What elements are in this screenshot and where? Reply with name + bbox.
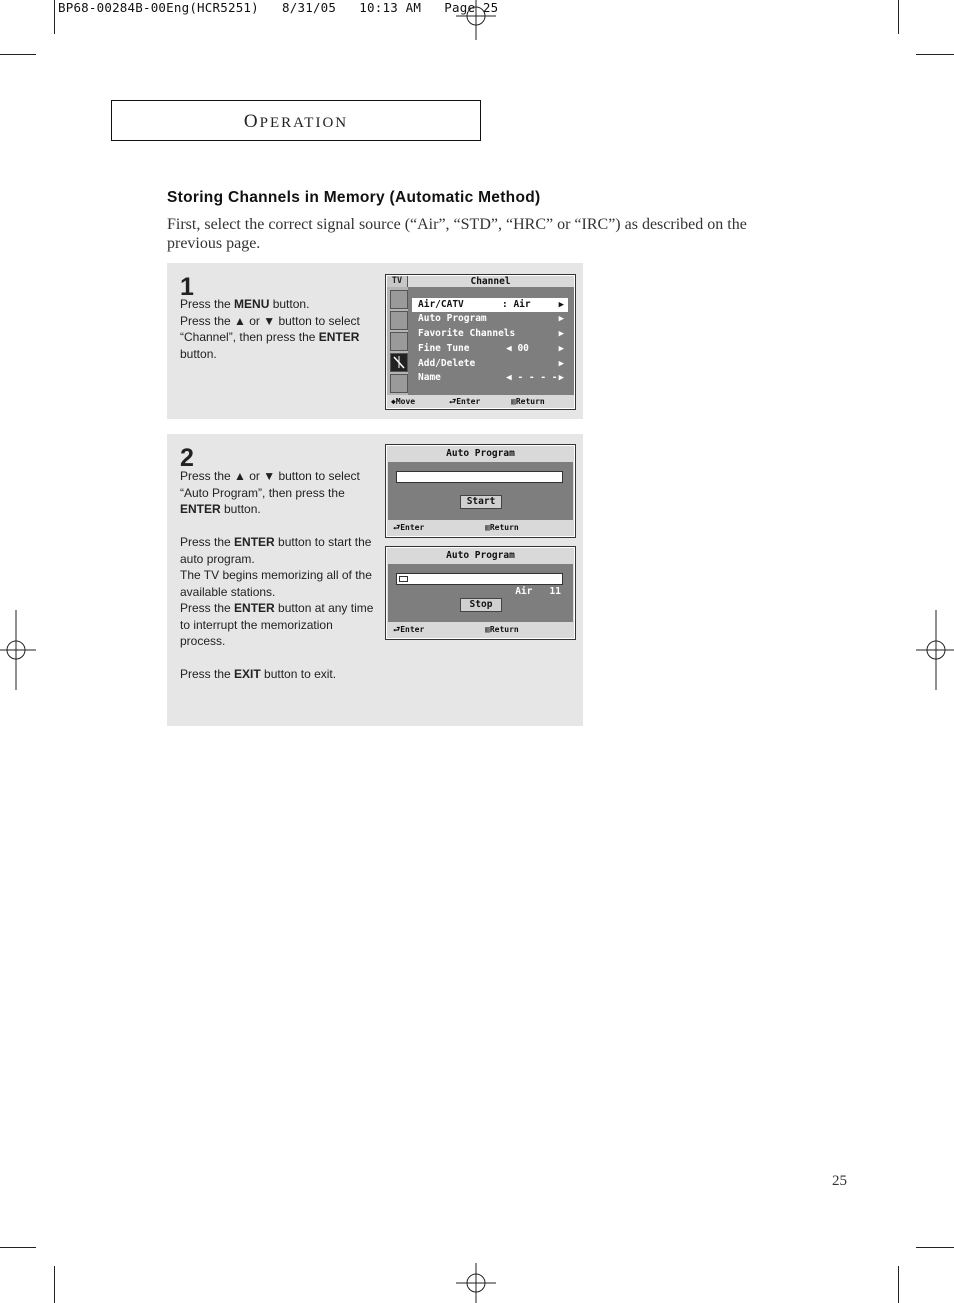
step-number: 2: [180, 444, 194, 472]
step-2-panel: [167, 434, 583, 726]
menu-row-value: : Air: [502, 299, 531, 310]
signal-source: Air: [515, 586, 533, 597]
instruction-text: Press the: [180, 667, 235, 681]
tv-label: TV: [391, 276, 403, 286]
menu-key-label: MENU: [234, 297, 270, 311]
section-title: [112, 111, 480, 133]
menu-row-label: Air/CATV: [418, 299, 464, 310]
arrow-right-icon: ▶: [558, 314, 564, 324]
enter-label: Enter: [400, 523, 425, 532]
menu-row-label: Favorite Channels: [418, 328, 516, 339]
enter-label: Enter: [456, 397, 481, 406]
arrow-right-icon: ▶: [558, 373, 564, 383]
section-header-box: [111, 100, 481, 141]
instruction-text: Press the ▲ or ▼ button to select “Auto Program”, then press the: [180, 469, 360, 500]
instruction-text: Press the: [180, 297, 235, 311]
enter-hint: [449, 396, 480, 408]
instruction-text: button at any time to interrupt the memorization process.: [180, 601, 374, 648]
menu-row-add-delete[interactable]: [412, 357, 568, 371]
return-label: Return: [489, 523, 519, 532]
osd-title: Auto Program: [446, 448, 515, 459]
stop-button[interactable]: Stop: [460, 598, 502, 612]
start-button[interactable]: Start: [460, 495, 502, 509]
instruction-text: button.: [269, 297, 310, 311]
arrow-right-icon: ▶: [558, 359, 564, 369]
menu-row-value: ◀ - - - -: [506, 372, 558, 383]
enter-icon: ⮐: [393, 625, 401, 634]
return-icon: ▥: [485, 625, 490, 634]
menu-row-label: Add/Delete: [418, 358, 476, 369]
progress-bar: [396, 573, 563, 585]
osd-title: Channel: [470, 276, 511, 287]
auto-program-start-screen: [385, 444, 576, 538]
enter-key-label: ENTER: [234, 601, 275, 615]
return-label: Return: [489, 625, 519, 634]
tv-tab: [387, 276, 408, 287]
step-instructions: [180, 468, 375, 683]
instruction-text: Press the: [180, 601, 235, 615]
instruction-text: button to start the auto program.: [180, 535, 372, 566]
arrow-right-icon: ▶: [558, 329, 564, 339]
move-label: Move: [395, 397, 416, 406]
step-1-panel: [167, 263, 583, 419]
progress-bar: [396, 471, 563, 483]
return-hint: [485, 522, 519, 534]
instruction-text: Press the ▲ or ▼ button to select “Channel”, then press the: [180, 313, 360, 344]
instruction-text: button.: [180, 346, 217, 361]
registration-mark-icon: [456, 0, 496, 40]
crop-mark: [916, 54, 954, 55]
instruction-paragraph: [180, 666, 375, 683]
return-label: Return: [515, 397, 545, 406]
exit-key-label: EXIT: [234, 667, 261, 681]
osd-footer: [387, 396, 574, 408]
channel-menu-screen: [385, 274, 576, 410]
antenna-icon: [390, 353, 408, 372]
progress-fill: [399, 576, 408, 582]
enter-label: Enter: [400, 625, 425, 634]
registration-mark-icon: [916, 610, 954, 690]
crop-mark: [0, 54, 36, 55]
enter-key-label: ENTER: [180, 502, 221, 516]
crop-mark: [898, 1266, 899, 1303]
osd-footer: [387, 522, 574, 534]
auto-program-stop-screen: [385, 546, 576, 640]
osd-menu-body: [408, 287, 574, 395]
osd-footer: [387, 624, 574, 636]
step-number: 1: [180, 273, 194, 301]
instruction-line: [180, 313, 375, 363]
arrow-right-icon: ▶: [558, 300, 564, 310]
crop-mark: [54, 0, 55, 34]
scan-status: [515, 586, 561, 597]
sound-icon: [390, 311, 408, 330]
menu-row-fine-tune[interactable]: [412, 342, 568, 356]
instruction-text: Press the: [180, 535, 235, 549]
enter-hint: [393, 522, 424, 534]
move-hint: ◆Move: [391, 397, 416, 406]
channel-number: 11: [549, 586, 561, 597]
osd-body: [388, 462, 573, 520]
crop-mark: [898, 0, 899, 34]
menu-row-label: Name: [418, 372, 441, 383]
menu-row-value: ◀ 00: [506, 343, 529, 354]
page-heading: Storing Channels in Memory (Automatic Method): [167, 189, 541, 206]
osd-body: [388, 564, 573, 622]
instruction-paragraph: [180, 468, 375, 518]
print-slug: BP68-00284B-00Eng(HCR5251) 8/31/05 10:13 AM Page 25: [58, 0, 499, 15]
section-title-rest: PERATION: [259, 115, 349, 131]
instruction-line: [180, 296, 375, 313]
arrow-right-icon: ▶: [558, 344, 564, 354]
instruction-paragraph: The TV begins memorizing all of the available stations.: [180, 568, 372, 599]
intro-paragraph: First, select the correct signal source (“Air”, “STD”, “HRC” or “IRC”) as described on the previous page.: [167, 216, 747, 252]
return-icon: ▥: [485, 523, 490, 532]
menu-row-label: Auto Program: [418, 313, 487, 324]
speaker-icon: [390, 332, 408, 351]
enter-hint: [393, 624, 424, 636]
instruction-text: button.: [220, 502, 261, 516]
return-icon: ▥: [511, 397, 516, 406]
page-number: 25: [832, 1173, 847, 1189]
registration-mark-icon: [456, 1263, 496, 1303]
menu-row-favorite-channels[interactable]: [412, 327, 568, 341]
crop-mark: [54, 1266, 55, 1303]
osd-sidebar: [387, 287, 408, 395]
menu-row-auto-program[interactable]: [412, 312, 568, 326]
menu-row-air-catv[interactable]: [412, 298, 568, 312]
instruction-paragraph: [180, 534, 375, 567]
enter-key-label: ENTER: [318, 330, 360, 344]
return-hint: [485, 624, 519, 636]
crop-mark: [916, 1247, 954, 1248]
instruction-paragraph: [180, 600, 375, 650]
osd-title: Auto Program: [446, 550, 515, 561]
step-instructions: [180, 296, 375, 362]
return-hint: [511, 396, 545, 408]
menu-row-label: Fine Tune: [418, 343, 470, 354]
enter-icon: ⮐: [449, 397, 457, 406]
enter-key-label: ENTER: [234, 535, 275, 549]
section-title-initial: O: [243, 111, 260, 132]
crop-mark: [0, 1247, 36, 1248]
registration-mark-icon: [0, 610, 36, 690]
enter-icon: ⮐: [393, 523, 401, 532]
setup-icon: [390, 374, 408, 393]
menu-row-name[interactable]: [412, 371, 568, 385]
instruction-text: button to exit.: [260, 667, 337, 681]
picture-icon: [390, 290, 408, 309]
